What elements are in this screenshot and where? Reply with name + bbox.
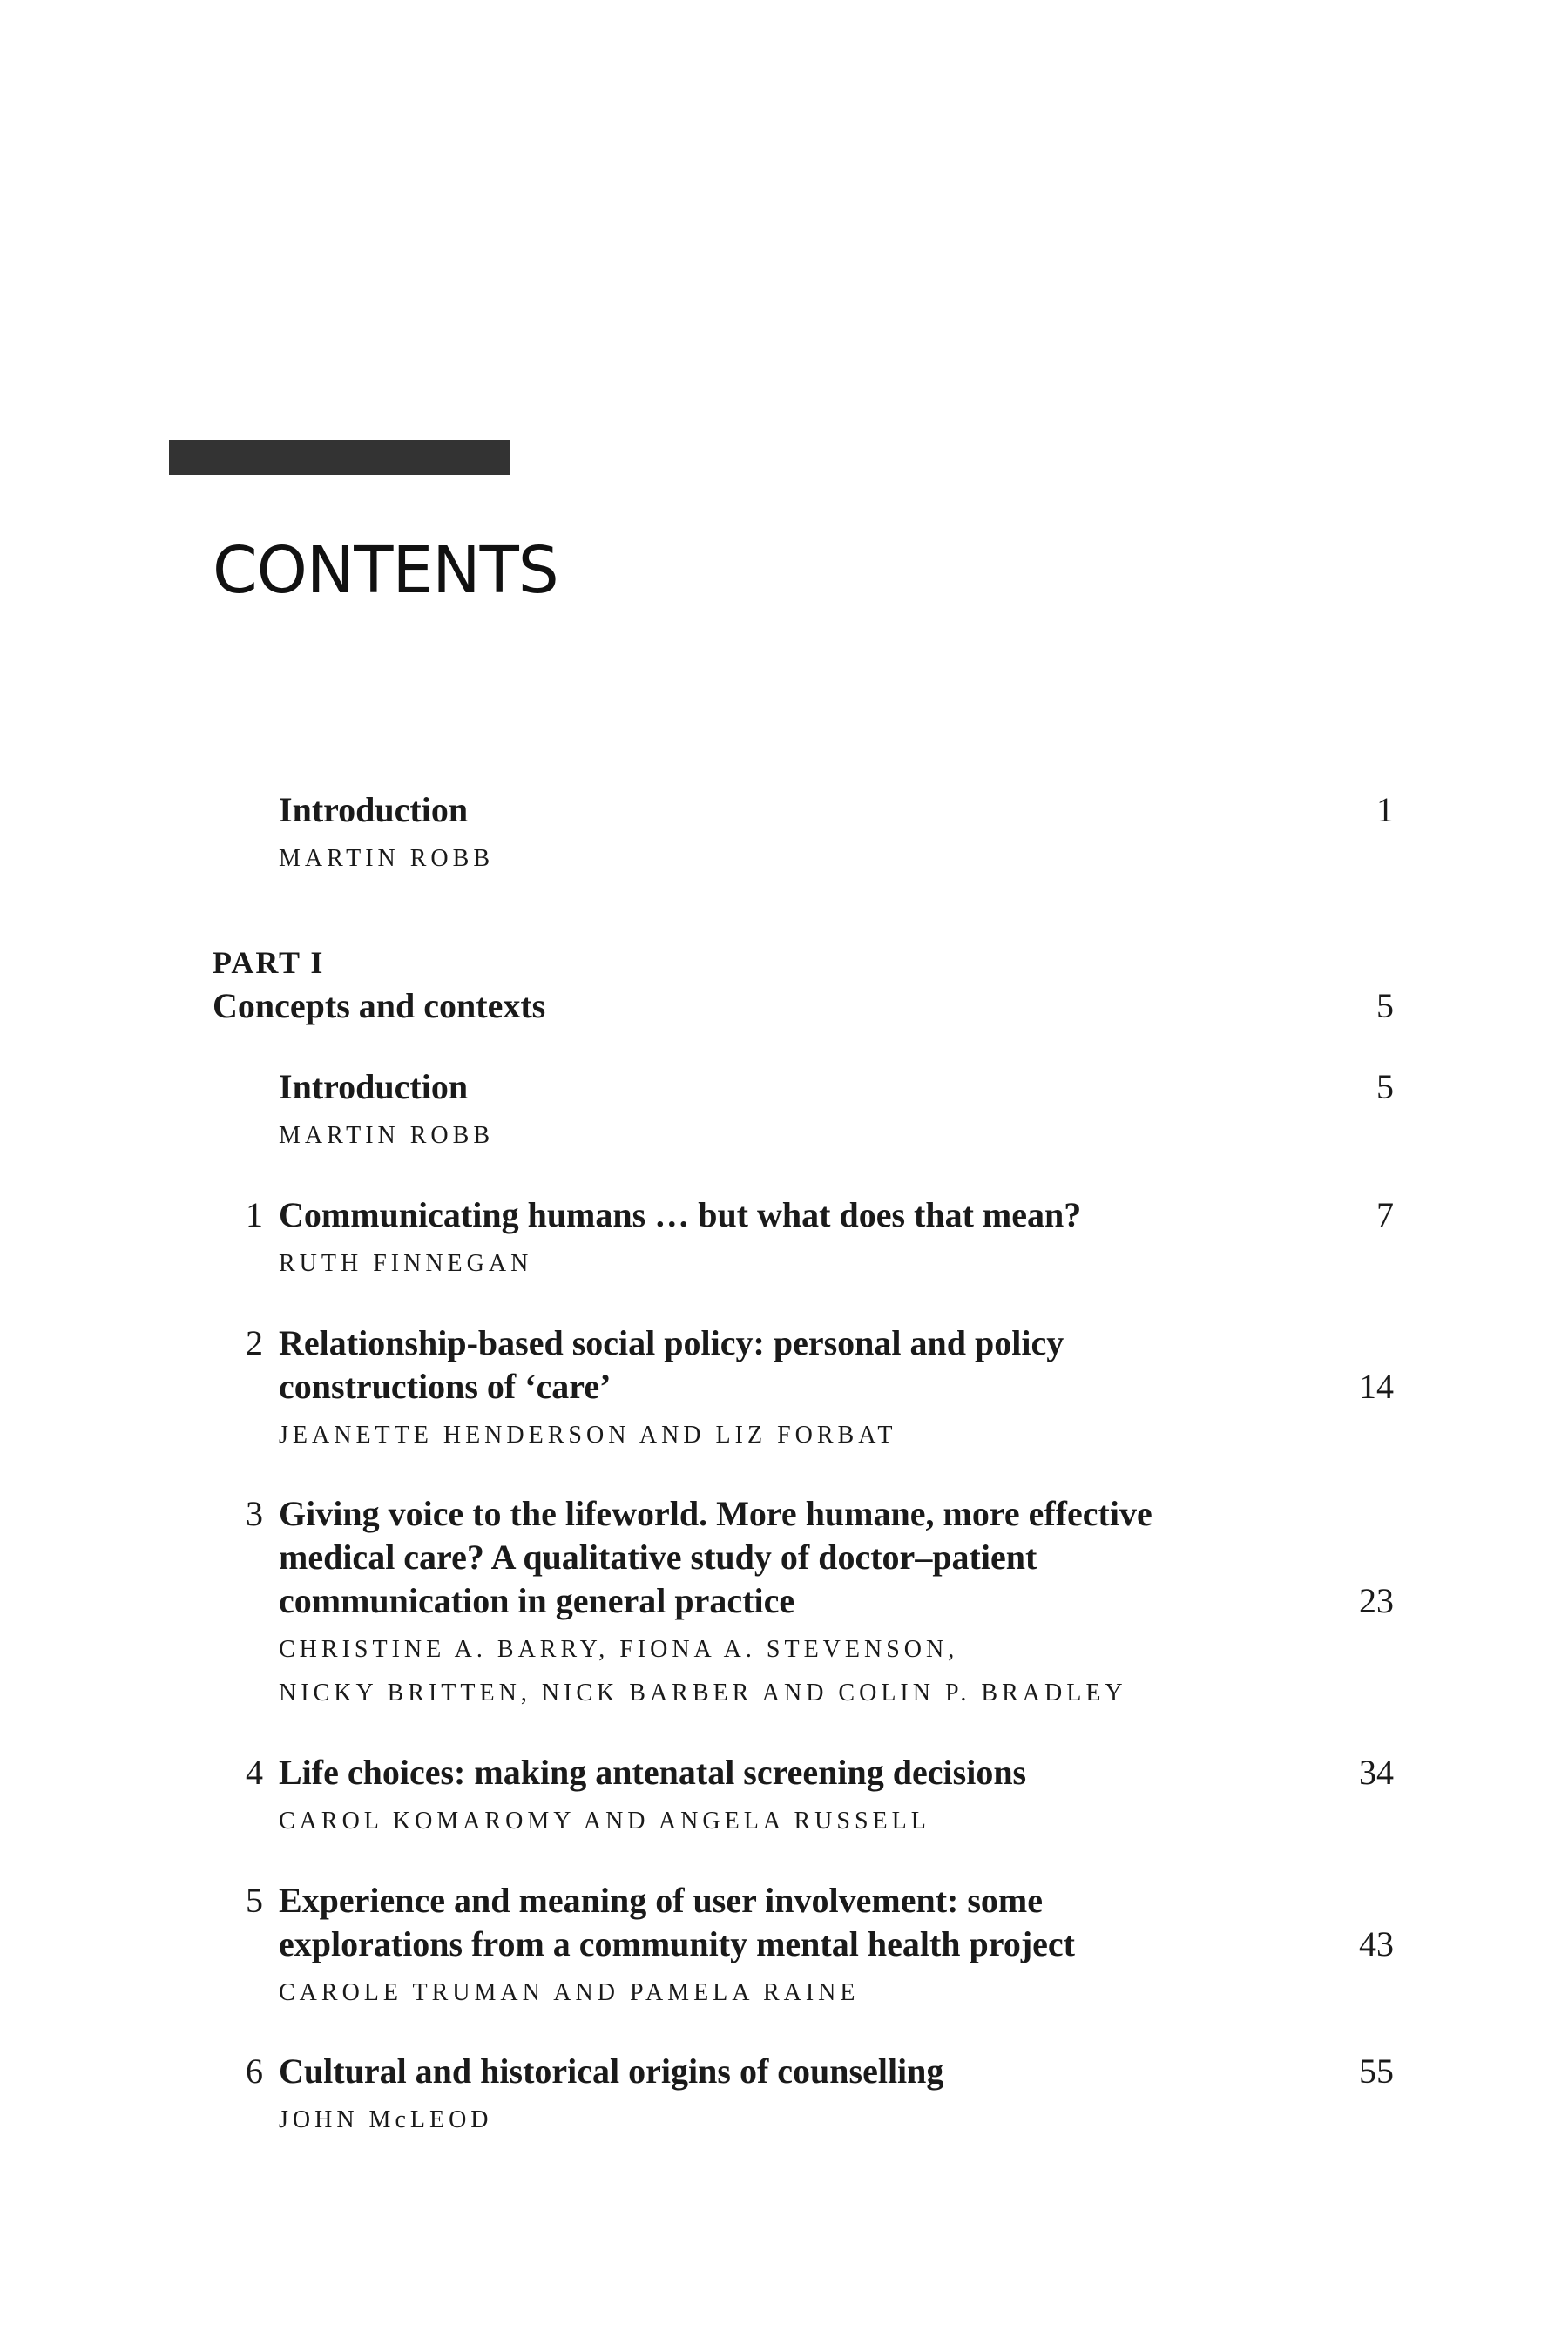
entry-title-line: explorations from a community mental health project (279, 1924, 1075, 1963)
entry-page-number: 23 (1359, 1581, 1394, 1620)
entry-authors: RUTH FINNEGAN (279, 1250, 533, 1277)
part-title-text: Concepts and contexts (213, 986, 546, 1025)
entry-title-line: communication in general practice (279, 1581, 795, 1620)
toc-entry-part-title[interactable] (213, 984, 1394, 1028)
entry-authors: JEANETTE HENDERSON AND LIZ FORBAT (279, 1422, 897, 1449)
toc-entry-chapter-2[interactable] (246, 1321, 1394, 1457)
entry-authors-line: NICKY BRITTEN, NICK BARBER AND COLIN P. BRADLEY (279, 1680, 1127, 1707)
entry-title-line: Giving voice to the lifeworld. More humane, more effective (279, 1494, 1152, 1533)
chapter-number: 4 (246, 1753, 263, 1792)
entry-page-number: 43 (1359, 1924, 1394, 1963)
page-title: CONTENTS (213, 533, 558, 608)
entry-page-number: 1 (1376, 790, 1394, 829)
entry-authors: MARTIN ROBB (279, 845, 495, 872)
toc-entry-chapter-6[interactable] (246, 2050, 1394, 2142)
chapter-number: 1 (246, 1195, 263, 1234)
entry-title-line: Cultural and historical origins of counselling (279, 2051, 944, 2091)
part-label: PART I (213, 945, 325, 980)
entry-title: Introduction (279, 1067, 469, 1106)
chapter-number: 2 (246, 1323, 263, 1362)
entry-title-line: Life choices: making antenatal screening decisions (279, 1753, 1027, 1792)
header-bar (169, 440, 510, 475)
entry-page-number: 55 (1359, 2051, 1394, 2091)
entry-title-line: Relationship-based social policy: personal and policy (279, 1323, 1064, 1362)
toc-entry-chapter-1[interactable] (246, 1193, 1394, 1286)
toc-entry-chapter-4[interactable] (246, 1751, 1394, 1843)
toc-entry-chapter-3[interactable] (246, 1492, 1394, 1715)
entry-authors: CAROL KOMAROMY AND ANGELA RUSSELL (279, 1808, 930, 1835)
entry-title-line: Communicating humans … but what does that mean? (279, 1195, 1082, 1234)
entry-page-number: 5 (1376, 986, 1394, 1025)
entry-title: Introduction (279, 790, 469, 829)
entry-page-number: 34 (1359, 1753, 1394, 1792)
entry-title-line: medical care? A qualitative study of doctor–patient (279, 1538, 1037, 1577)
entry-title-line: constructions of ‘care’ (279, 1367, 612, 1406)
entry-page-number: 7 (1376, 1195, 1394, 1234)
entry-page-number: 5 (1376, 1067, 1394, 1106)
entry-authors: MARTIN ROBB (279, 1122, 495, 1149)
toc-entry-part-introduction[interactable] (279, 1065, 1394, 1158)
chapter-number: 3 (246, 1494, 263, 1533)
entry-page-number: 14 (1359, 1367, 1394, 1406)
toc-entry-introduction[interactable] (279, 788, 1394, 881)
chapter-number: 6 (246, 2051, 263, 2091)
entry-authors: CAROLE TRUMAN AND PAMELA RAINE (279, 1979, 860, 2006)
toc-entry-chapter-5[interactable] (246, 1879, 1394, 2015)
entry-authors: JOHN McLEOD (279, 2106, 493, 2133)
entry-title-line: Experience and meaning of user involvement: some (279, 1881, 1043, 1920)
entry-authors-line: CHRISTINE A. BARRY, FIONA A. STEVENSON, (279, 1636, 959, 1663)
chapter-number: 5 (246, 1881, 263, 1920)
